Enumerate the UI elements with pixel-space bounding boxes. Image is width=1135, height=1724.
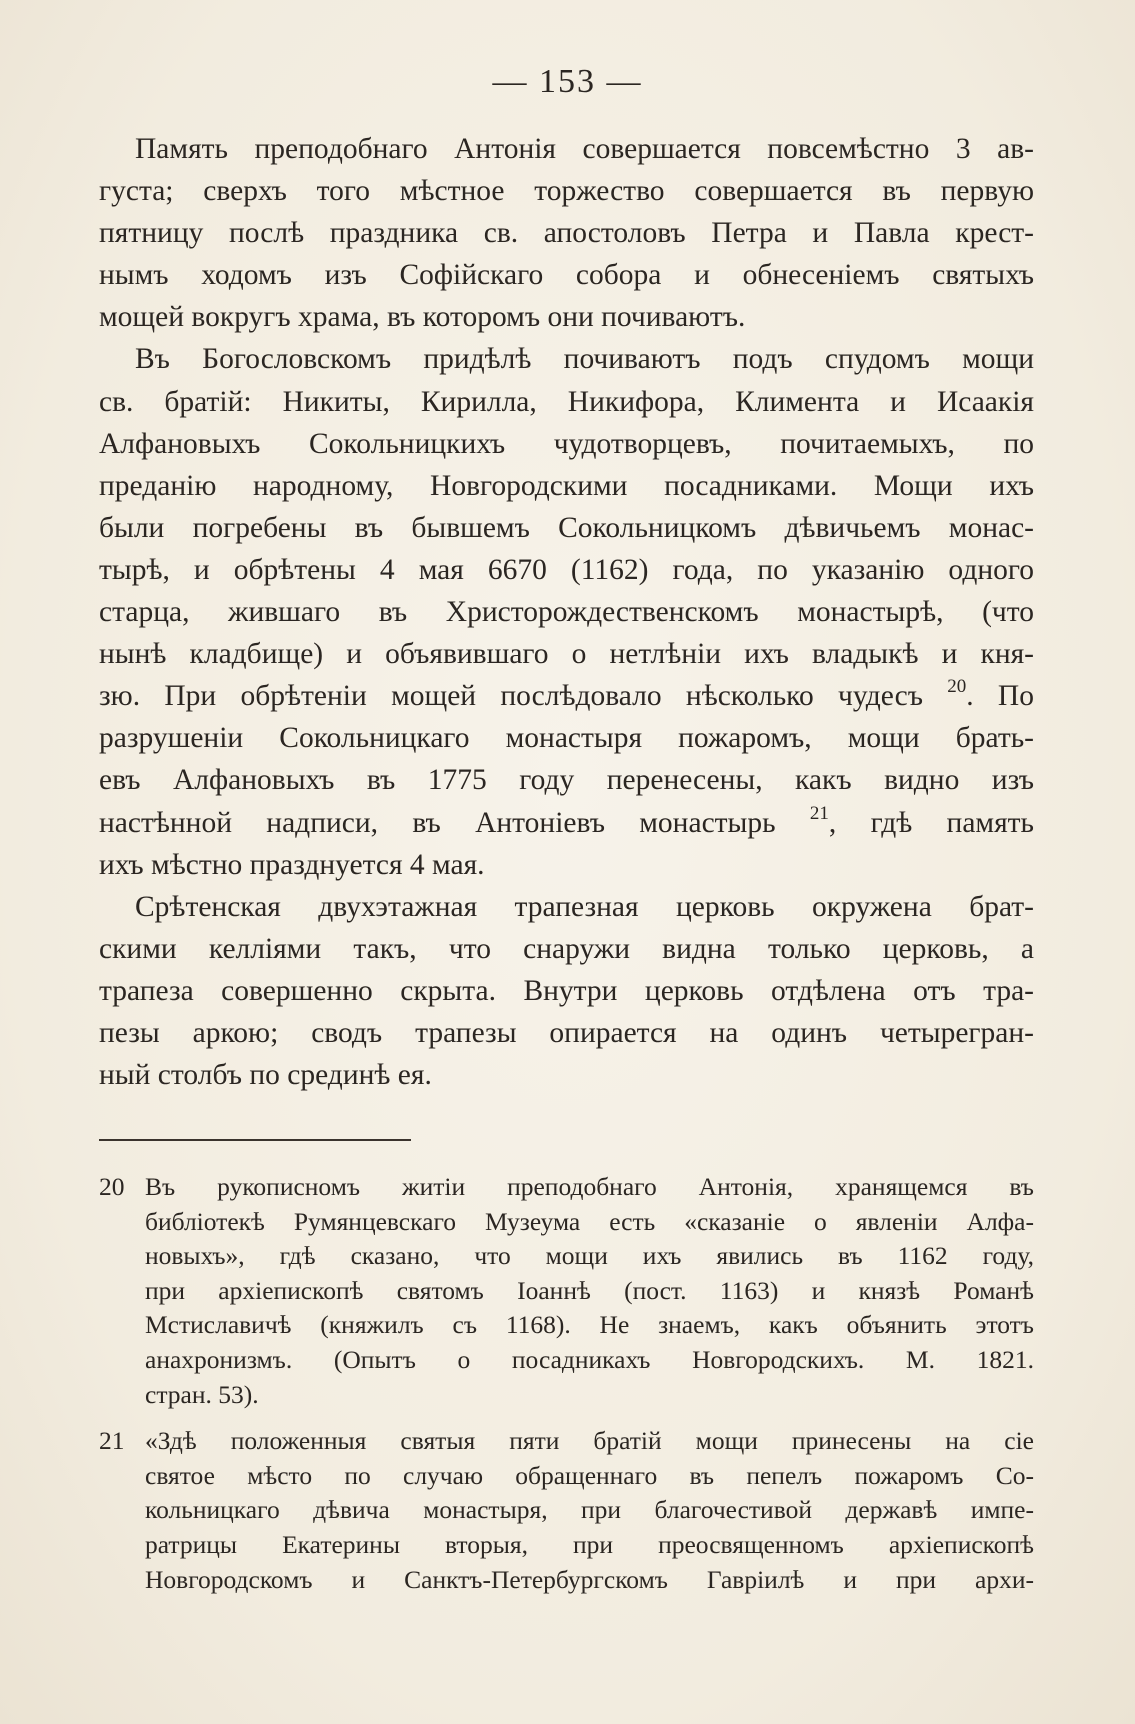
text-line: пятницу послѣ праздника св. апостоловъ Петра и Павла крест- — [99, 217, 1034, 250]
paragraph-2 — [99, 338, 1034, 885]
text-line: преданію народному, Новгородскими посадниками. Мощи ихъ — [99, 469, 1034, 502]
footnote-21 — [99, 1424, 1034, 1597]
footnote-line: Мстиславичѣ (княжилъ съ 1168). Не знаемъ, какъ объянить этотъ — [145, 1310, 1034, 1340]
text-fragment: . По — [966, 680, 1034, 713]
text-line: скими келліями такъ, что снаружи видна только церковь, а — [99, 932, 1034, 965]
text-line: мощей вокругъ храма, въ которомъ они почиваютъ. — [99, 301, 746, 334]
text-line: ихъ мѣстно празднуется 4 мая. — [99, 848, 485, 881]
text-line: евъ Алфановыхъ въ 1775 году перенесены, какъ видно изъ — [99, 764, 1034, 797]
text-line: Алфановыхъ Сокольницкихъ чудотворцевъ, почитаемыхъ, по — [99, 427, 1034, 460]
text-fragment: зю. При обрѣтеніи мощей послѣдовало нѣсколько чудесъ — [99, 680, 923, 713]
text-fragment: настѣнной надписи, въ Антоніевъ монастырь — [99, 806, 776, 839]
footnote-line: ратрицы Екатерины вторыя, при преосвященномъ архіепископѣ — [145, 1529, 1034, 1559]
footnote-line: анахронизмъ. (Опытъ о посадникахъ Новгородскихъ. М. 1821. — [145, 1344, 1034, 1374]
footnote-line: Въ рукописномъ житіи преподобнаго Антонія, хранящемся въ — [145, 1172, 1034, 1201]
footnote-separator — [99, 1139, 411, 1141]
footnote-line: кольницкаго дѣвича монастыря, при благочестивой державѣ импе- — [145, 1495, 1034, 1525]
main-text — [99, 128, 1034, 1096]
text-line: были погребены въ бывшемъ Сокольницкомъ дѣвичьемъ монас- — [99, 511, 1034, 544]
footnote-line: стран. 53). — [145, 1379, 259, 1409]
footnote-line: Новгородскомъ и Санктъ-Петербургскомъ Гавріилѣ и при архи- — [145, 1564, 1034, 1594]
footnotes — [99, 1170, 1034, 1609]
footnote-ref-20: 20 — [947, 676, 967, 698]
footnote-line: новыхъ», гдѣ сказано, что мощи ихъ явились въ 1162 году, — [145, 1241, 1034, 1271]
footnote-line: библіотекѣ Румянцевскаго Музеума есть «сказаніе о явленіи Алфа- — [145, 1206, 1034, 1236]
footnote-line: святое мѣсто по случаю обращеннаго въ пепелъ пожаромъ Со- — [145, 1460, 1034, 1490]
text-line-with-footnote-ref — [99, 802, 1034, 844]
paragraph-1 — [99, 128, 1034, 338]
text-line: трапеза совершенно скрыта. Внутри церковь отдѣлена отъ тра- — [99, 974, 1034, 1007]
paragraph-3 — [99, 886, 1034, 1096]
text-fragment: , гдѣ память — [828, 806, 1035, 839]
text-line: св. братій: Никиты, Кирилла, Никифора, Климента и Исаакія — [99, 385, 1034, 418]
footnote-number: 21 — [99, 1426, 125, 1456]
text-line: тырѣ, и обрѣтены 4 мая 6670 (1162) года, по указанію одного — [99, 553, 1034, 586]
footnote-number: 20 — [99, 1172, 125, 1201]
text-line: ный столбъ по срединѣ ея. — [99, 1059, 432, 1092]
text-line: пезы аркою; сводъ трапезы опирается на одинъ четырегран- — [99, 1016, 1034, 1049]
text-line: Въ Богословскомъ придѣлѣ почиваютъ подъ спудомъ мощи — [135, 343, 1034, 376]
text-line: старца, жившаго въ Христорождественскомъ монастырѣ, (что — [99, 596, 1034, 629]
footnote-ref-21: 21 — [809, 802, 829, 824]
text-line-with-footnote-ref — [99, 675, 1034, 717]
footnote-20 — [99, 1170, 1034, 1412]
text-line: разрушеніи Сокольницкаго монастыря пожаромъ, мощи брать- — [99, 722, 1034, 755]
footnote-line: «Здѣ положенныя святыя пяти братій мощи принесены на сіе — [145, 1426, 1034, 1456]
page-number: — 153 — — [492, 63, 643, 100]
text-line: густа; сверхъ того мѣстное торжество совершается въ первую — [99, 175, 1034, 208]
text-line: Срѣтенская двухэтажная трапезная церковь окружена брат- — [135, 890, 1034, 923]
text-line: Память преподобнаго Антонія совершается повсемѣстно 3 ав- — [135, 133, 1034, 165]
footnote-line: при архіепископѣ святомъ Іоаннѣ (пост. 1163) и князѣ Романѣ — [145, 1275, 1034, 1305]
text-line: нымъ ходомъ изъ Софійскаго собора и обнесеніемъ святыхъ — [99, 259, 1034, 292]
text-line: нынѣ кладбище) и объявившаго о нетлѣніи ихъ владыкѣ и кня- — [99, 638, 1034, 671]
